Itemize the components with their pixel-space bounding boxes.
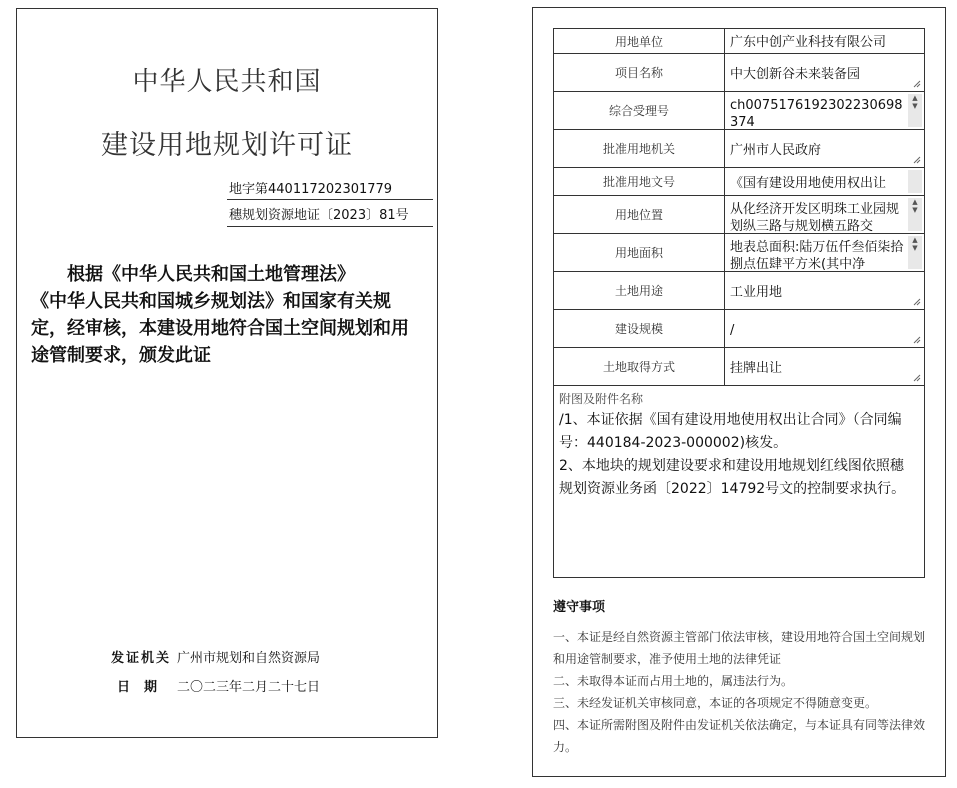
issuer-label: 发证机关 <box>110 651 171 666</box>
legal-basis-statement <box>31 261 421 369</box>
approval-document-field[interactable] <box>725 168 925 196</box>
table-row <box>554 92 925 130</box>
acceptance-number-field[interactable] <box>725 92 925 130</box>
list-item: 三、未经发证机关审核同意，本证的各项规定不得随意变更。 <box>553 696 878 710</box>
list-item: 二、未取得本证而占用土地的，属违法行为。 <box>553 674 794 688</box>
row-label: 批准用地文号 <box>554 168 725 196</box>
field-value[interactable]: 中大创新谷未来装备园 <box>730 66 861 82</box>
scrollbar-icon[interactable] <box>908 170 922 193</box>
list-item: 一、本证是经自然资源主管部门依法审核，建设用地符合国土空间规划和用途管制要求，准予使用土地的法律凭证 <box>553 630 926 666</box>
field-value[interactable]: 地表总面积:陆万伍仟叁佰柒拾捌点伍肆平方米(其中净 <box>730 239 904 270</box>
list-item: 四、本证所需附图及附件由发证机关依法确定，与本证具有同等法律效力。 <box>553 718 926 754</box>
details-table <box>553 28 925 386</box>
resize-grip-icon[interactable] <box>913 156 921 164</box>
land-area-field[interactable] <box>725 234 925 272</box>
approval-authority-field[interactable] <box>725 130 925 168</box>
field-value[interactable]: 从化经济开发区明珠工业园规划纵三路与规划横五路交 <box>730 201 900 232</box>
row-label: 土地取得方式 <box>554 348 725 386</box>
field-value[interactable]: 广东中创产业科技有限公司 <box>730 35 887 50</box>
row-label: 综合受理号 <box>554 92 725 130</box>
notes-list <box>553 626 933 758</box>
land-unit-field[interactable] <box>725 29 925 54</box>
certificate-panel <box>16 8 438 738</box>
spinner-icon[interactable]: ▲ ▼ <box>908 94 922 127</box>
land-location-field[interactable] <box>725 196 925 234</box>
attachment-item-1: /1、本证依据《国有建设用地使用权出让合同》（合同编号：440184-2023-000002)核发。 <box>559 412 902 451</box>
table-row <box>554 348 925 386</box>
land-use-field[interactable] <box>725 272 925 310</box>
details-panel <box>532 7 946 777</box>
project-name-field[interactable] <box>725 54 925 92</box>
certificate-number: 地字第440117202301779 <box>227 178 433 200</box>
row-label: 批准用地机关 <box>554 130 725 168</box>
acquisition-method-field[interactable] <box>725 348 925 386</box>
date-value: 二〇二三年二月二十七日 <box>177 680 321 695</box>
date-row <box>95 676 320 695</box>
legal-basis-rest: 《中华人民共和国城乡规划法》和国家有关规定，经审核，本建设用地符合国土空间规划和用途管制要求，颁发此证 <box>31 291 409 366</box>
field-value[interactable]: 挂牌出让 <box>730 360 783 376</box>
table-row <box>554 54 925 92</box>
row-label: 用地单位 <box>554 29 725 54</box>
notes-title: 遵守事项 <box>553 600 606 615</box>
field-value[interactable]: 工业用地 <box>730 284 783 300</box>
field-value[interactable]: ch0075176192302230698374 <box>730 97 903 128</box>
resize-grip-icon[interactable] <box>913 374 921 382</box>
table-row <box>554 310 925 348</box>
field-value[interactable]: 广州市人民政府 <box>730 142 822 158</box>
construction-scale-field[interactable] <box>725 310 925 348</box>
table-row <box>554 272 925 310</box>
certificate-title-country: 中华人民共和国 <box>132 67 322 97</box>
table-row <box>554 234 925 272</box>
certificate-title: 建设用地规划许可证 <box>101 130 353 161</box>
table-row <box>554 196 925 234</box>
field-value[interactable]: / <box>730 322 735 338</box>
table-row <box>554 29 925 54</box>
resize-grip-icon[interactable] <box>913 298 921 306</box>
row-label: 建设规模 <box>554 310 725 348</box>
row-label: 用地面积 <box>554 234 725 272</box>
issuer-row <box>95 647 320 666</box>
table-row <box>554 130 925 168</box>
row-label: 用地位置 <box>554 196 725 234</box>
row-label: 土地用途 <box>554 272 725 310</box>
attachments-label: 附图及附件名称 <box>559 392 644 406</box>
date-label: 日期 <box>116 680 171 695</box>
field-value[interactable]: 《国有建设用地使用权出让 <box>730 175 887 191</box>
attachments-text[interactable] <box>554 407 924 501</box>
table-row <box>554 168 925 196</box>
resize-grip-icon[interactable] <box>913 336 921 344</box>
spinner-icon[interactable]: ▲ ▼ <box>908 198 922 231</box>
resize-grip-icon[interactable] <box>913 80 921 88</box>
issuer-value: 广州市规划和自然资源局 <box>177 651 321 666</box>
legal-basis-line1: 根据《中华人民共和国土地管理法》 <box>67 264 355 285</box>
spinner-icon[interactable]: ▲ ▼ <box>908 236 922 269</box>
attachments-box[interactable] <box>553 386 925 578</box>
row-label: 项目名称 <box>554 54 725 92</box>
attachment-item-2: 2、本地块的规划建设要求和建设用地规划红线图依照穗规划资源业务函〔2022〕14792号文的控制要求执行。 <box>559 458 906 497</box>
certificate-document-number: 穗规划资源地证〔2023〕81号 <box>227 202 433 227</box>
